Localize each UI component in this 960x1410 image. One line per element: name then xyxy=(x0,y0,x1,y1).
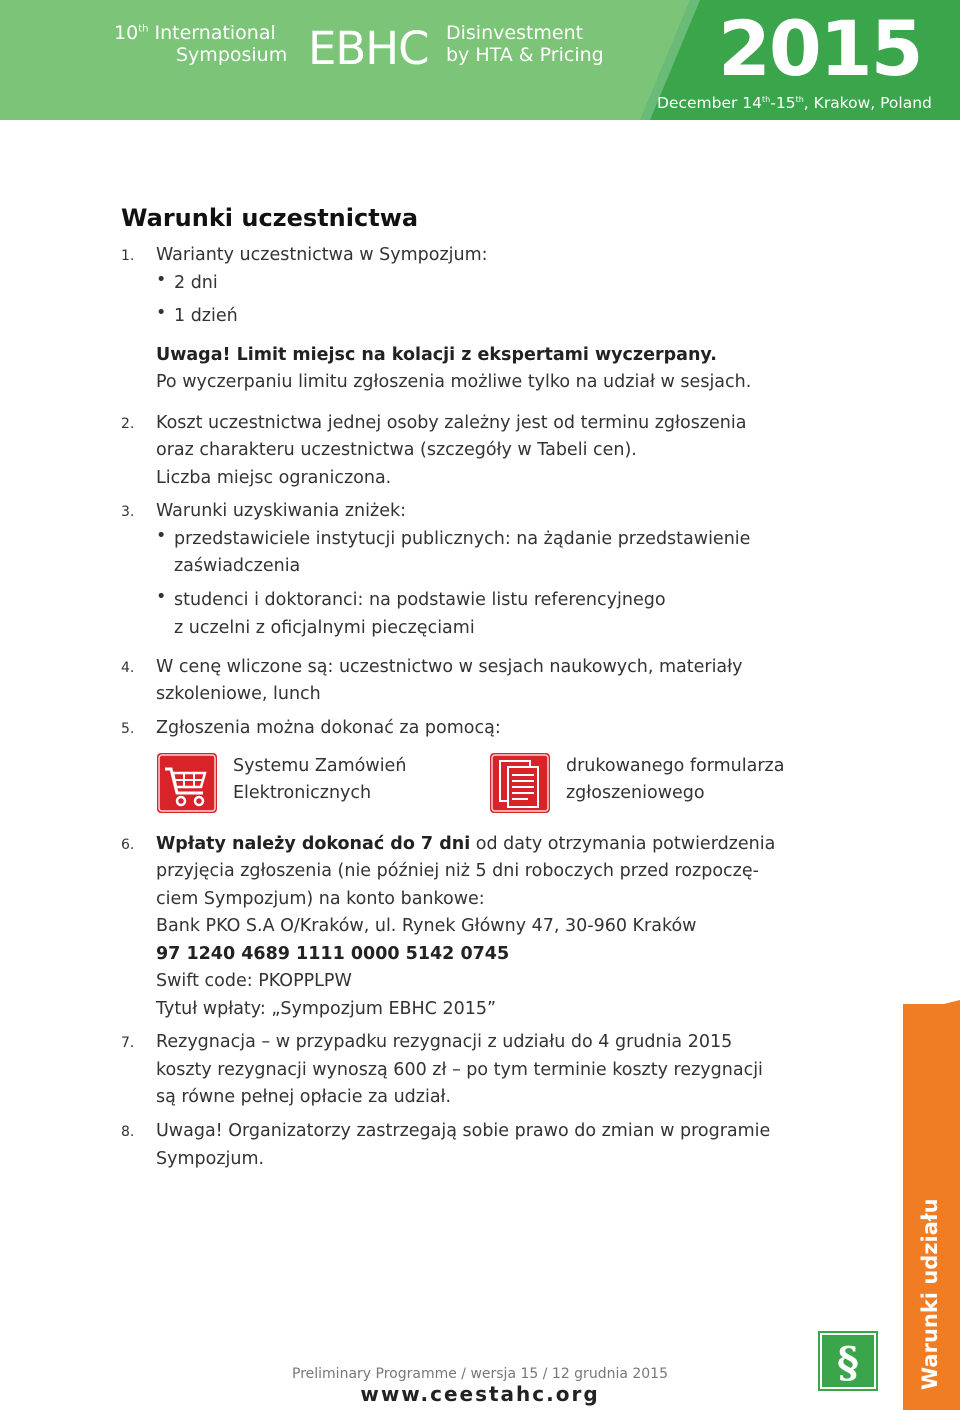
swift-code: Swift code: PKOPPLPW xyxy=(156,971,352,991)
topic-line-1: Disinvestment xyxy=(446,22,584,44)
item-number: 5. xyxy=(121,721,135,737)
option-printed-line-1: drukowanego formularza xyxy=(566,756,785,776)
header-banner xyxy=(0,0,960,120)
footer-version: Preliminary Programme / wersja 15 / 12 grudnia 2015 xyxy=(292,1366,668,1382)
option-2-days: 2 dni xyxy=(174,273,218,293)
bank-account-number: 97 1240 4689 1111 0000 5142 0745 xyxy=(156,944,510,964)
item-4-line-1: W cenę wliczone są: uczestnictwo w sesjach naukowych, materiały xyxy=(156,657,743,677)
item-number: 7. xyxy=(121,1035,135,1051)
option-electronic-line-2: Elektronicznych xyxy=(233,783,372,803)
footer-url[interactable]: www.ceestahc.org xyxy=(360,1382,600,1406)
warning-text: Uwaga! Limit miejsc na kolacji z ekspertami wyczerpany. xyxy=(156,345,717,365)
item-7-line-1: Rezygnacja – w przypadku rezygnacji z udziału do 4 grudnia 2015 xyxy=(156,1032,733,1052)
section-tab-label: Warunki udziału xyxy=(918,1198,942,1390)
page-title: Warunki uczestnictwa xyxy=(121,204,419,232)
payment-deadline: Wpłaty należy dokonać do 7 dni xyxy=(156,834,471,854)
item-5-text: Zgłoszenia można dokonać za pomocą: xyxy=(156,718,501,738)
item-6-line-3: ciem Sympozjum) na konto bankowe: xyxy=(156,889,485,909)
shopping-cart-icon[interactable] xyxy=(157,753,217,813)
item-6-line-1: Wpłaty należy dokonać do 7 dni od daty otrzymania potwierdzenia xyxy=(156,834,776,854)
tab-notch xyxy=(903,990,960,1004)
item-7-line-2: koszty rezygnacji wynoszą 600 zł – po tym terminie koszty rezygnacji xyxy=(156,1060,763,1080)
item-2-line-1: Koszt uczestnictwa jednej osoby zależny jest od terminu zgłoszenia xyxy=(156,413,747,433)
item-6-line-2: przyjęcia zgłoszenia (nie później niż 5 dni roboczych przed rozpoczę- xyxy=(156,861,759,881)
item-8-line-1: Uwaga! Organizatorzy zastrzegają sobie prawo do zmian w programie xyxy=(156,1121,771,1141)
item-7-line-3: są równe pełnej opłacie za udział. xyxy=(156,1087,452,1107)
item-number: 1. xyxy=(121,248,135,264)
option-printed-line-2: zgłoszeniowego xyxy=(566,783,705,803)
bullet: • xyxy=(156,303,167,323)
event-date: December 14th-15th, Krakow, Poland xyxy=(657,94,932,112)
document-form-icon[interactable] xyxy=(490,753,550,813)
option-electronic-line-1: Systemu Zamówień xyxy=(233,756,407,776)
item-2-line-2: oraz charakteru uczestnictwa (szczegóły w Tabeli cen). xyxy=(156,440,637,460)
discount-public-line-2: zaświadczenia xyxy=(174,556,301,576)
item-number: 4. xyxy=(121,660,135,676)
item-3-text: Warunki uzyskiwania zniżek: xyxy=(156,501,406,521)
bullet: • xyxy=(156,270,167,290)
banner-year: 2015 xyxy=(718,4,922,93)
warning-note: Po wyczerpaniu limitu zgłoszenia możliwe tylko na udział w sesjach. xyxy=(156,372,752,392)
edition-number: 10th International xyxy=(114,22,276,44)
item-number: 2. xyxy=(121,416,135,432)
item-number: 3. xyxy=(121,504,135,520)
topic-line-2: by HTA & Pricing xyxy=(446,44,604,66)
svg-text:§: § xyxy=(837,1338,859,1387)
discount-public-line-1: przedstawiciele instytucji publicznych: na żądanie przedstawienie xyxy=(174,529,751,549)
bullet: • xyxy=(156,526,167,546)
symposium-label: Symposium xyxy=(176,44,288,66)
item-8-line-2: Sympozjum. xyxy=(156,1149,265,1169)
item-number: 6. xyxy=(121,837,135,853)
item-number: 8. xyxy=(121,1124,135,1140)
discount-students-line-2: z uczelni z oficjalnymi pieczęciami xyxy=(174,618,475,638)
discount-students-line-1: studenci i doktoranci: na podstawie listu referencyjnego xyxy=(174,590,666,610)
option-1-day: 1 dzień xyxy=(174,306,238,326)
item-1-text: Warianty uczestnictwa w Sympozjum: xyxy=(156,245,488,265)
bullet: • xyxy=(156,587,167,607)
item-4-line-2: szkoleniowe, lunch xyxy=(156,684,321,704)
transfer-title: Tytuł wpłaty: „Sympozjum EBHC 2015” xyxy=(156,999,497,1019)
item-2-line-3: Liczba miejsc ograniczona. xyxy=(156,468,392,488)
bank-address: Bank PKO S.A O/Kraków, ul. Rynek Główny 47, 30-960 Kraków xyxy=(156,916,697,936)
brand-name: EBHC xyxy=(308,22,429,75)
